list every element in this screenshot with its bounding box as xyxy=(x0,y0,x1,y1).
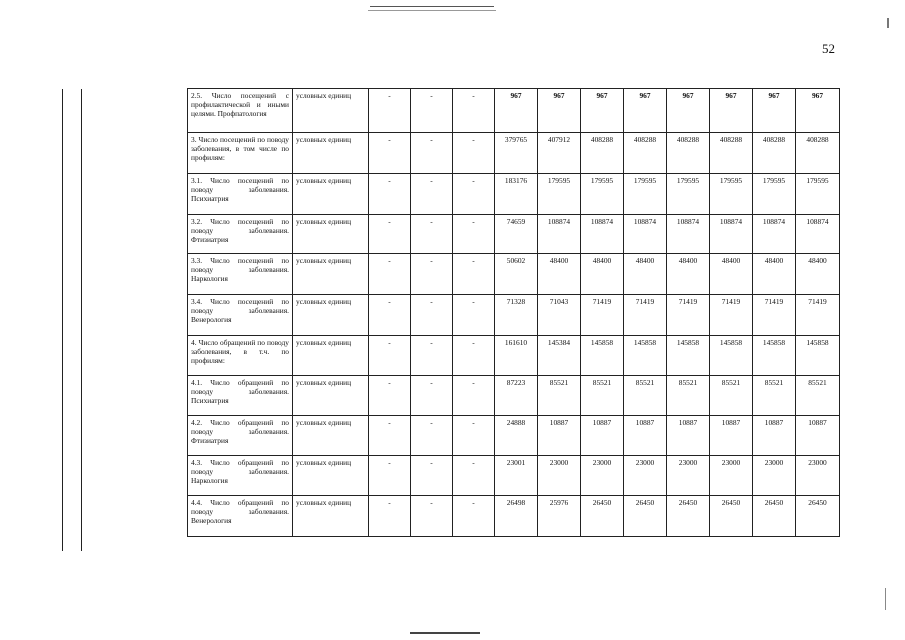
value-cell: 10887 xyxy=(796,416,840,456)
scan-artifact-line xyxy=(410,632,480,634)
value-cell: 408288 xyxy=(753,133,796,174)
empty-value-cell: - xyxy=(369,295,411,336)
value-cell: 23000 xyxy=(710,456,753,496)
value-cell: 179595 xyxy=(538,174,581,215)
value-cell: 10887 xyxy=(538,416,581,456)
empty-value-cell: - xyxy=(453,456,495,496)
value-cell: 26498 xyxy=(495,496,538,537)
value-cell: 48400 xyxy=(624,254,667,295)
value-cell: 10887 xyxy=(710,416,753,456)
unit-cell: условных единиц xyxy=(293,89,369,133)
value-cell: 145858 xyxy=(581,336,624,376)
value-cell: 23000 xyxy=(581,456,624,496)
value-cell: 408288 xyxy=(667,133,710,174)
unit-cell: условных единиц xyxy=(293,376,369,416)
value-cell: 85521 xyxy=(710,376,753,416)
value-cell: 23000 xyxy=(624,456,667,496)
value-cell: 145858 xyxy=(624,336,667,376)
value-cell: 10887 xyxy=(753,416,796,456)
empty-value-cell: - xyxy=(453,215,495,254)
value-cell: 87223 xyxy=(495,376,538,416)
unit-cell: условных единиц xyxy=(293,416,369,456)
value-cell: 408288 xyxy=(796,133,840,174)
value-cell: 48400 xyxy=(753,254,796,295)
empty-value-cell: - xyxy=(453,496,495,537)
value-cell: 108874 xyxy=(624,215,667,254)
value-cell: 108874 xyxy=(667,215,710,254)
unit-cell: условных единиц xyxy=(293,133,369,174)
value-cell: 108874 xyxy=(753,215,796,254)
value-cell: 24888 xyxy=(495,416,538,456)
value-cell: 71419 xyxy=(753,295,796,336)
value-cell: 108874 xyxy=(710,215,753,254)
indicator-name: 2.5. Число посещений с профилактической и иными целями. Профпатология xyxy=(188,89,293,133)
value-cell: 145858 xyxy=(710,336,753,376)
indicator-name: 3.3. Число посещений по поводу заболевания. Наркология xyxy=(188,254,293,295)
value-cell: 71419 xyxy=(624,295,667,336)
table-row xyxy=(188,215,840,254)
empty-value-cell: - xyxy=(369,376,411,416)
empty-value-cell: - xyxy=(411,496,453,537)
value-cell: 85521 xyxy=(753,376,796,416)
value-cell: 967 xyxy=(495,89,538,133)
value-cell: 161610 xyxy=(495,336,538,376)
value-cell: 408288 xyxy=(624,133,667,174)
value-cell: 85521 xyxy=(796,376,840,416)
value-cell: 71419 xyxy=(667,295,710,336)
table-row xyxy=(188,174,840,215)
table-row xyxy=(188,254,840,295)
empty-value-cell: - xyxy=(453,336,495,376)
table-row xyxy=(188,133,840,174)
unit-cell: условных единиц xyxy=(293,496,369,537)
value-cell: 967 xyxy=(753,89,796,133)
value-cell: 967 xyxy=(796,89,840,133)
page-number: 52 xyxy=(822,41,835,56)
value-cell: 48400 xyxy=(796,254,840,295)
value-cell: 145858 xyxy=(753,336,796,376)
value-cell: 183176 xyxy=(495,174,538,215)
empty-value-cell: - xyxy=(453,416,495,456)
table-row xyxy=(188,336,840,376)
value-cell: 26450 xyxy=(753,496,796,537)
value-cell: 26450 xyxy=(710,496,753,537)
value-cell: 26450 xyxy=(624,496,667,537)
value-cell: 71419 xyxy=(710,295,753,336)
value-cell: 48400 xyxy=(538,254,581,295)
value-cell: 85521 xyxy=(667,376,710,416)
value-cell: 379765 xyxy=(495,133,538,174)
empty-value-cell: - xyxy=(453,376,495,416)
value-cell: 71328 xyxy=(495,295,538,336)
value-cell: 179595 xyxy=(581,174,624,215)
table-row xyxy=(188,295,840,336)
table-row xyxy=(188,456,840,496)
value-cell: 967 xyxy=(710,89,753,133)
value-cell: 179595 xyxy=(796,174,840,215)
indicator-name: 4.3. Число обращений по поводу заболевания. Наркология xyxy=(188,456,293,496)
value-cell: 23000 xyxy=(796,456,840,496)
table-row xyxy=(188,416,840,456)
table-left-border xyxy=(62,89,63,551)
empty-value-cell: - xyxy=(453,254,495,295)
value-cell: 179595 xyxy=(624,174,667,215)
value-cell: 48400 xyxy=(667,254,710,295)
unit-cell: условных единиц xyxy=(293,295,369,336)
value-cell: 967 xyxy=(538,89,581,133)
empty-value-cell: - xyxy=(369,496,411,537)
value-cell: 48400 xyxy=(581,254,624,295)
empty-value-cell: - xyxy=(369,416,411,456)
value-cell: 23000 xyxy=(538,456,581,496)
value-cell: 967 xyxy=(624,89,667,133)
empty-value-cell: - xyxy=(411,254,453,295)
empty-value-cell: - xyxy=(411,215,453,254)
value-cell: 10887 xyxy=(624,416,667,456)
empty-value-cell: - xyxy=(411,133,453,174)
unit-cell: условных единиц xyxy=(293,174,369,215)
unit-cell: условных единиц xyxy=(293,215,369,254)
indicator-name: 4.4. Число обращений по поводу заболевания. Венерология xyxy=(188,496,293,537)
empty-value-cell: - xyxy=(369,133,411,174)
empty-value-cell: - xyxy=(369,336,411,376)
value-cell: 23001 xyxy=(495,456,538,496)
value-cell: 145858 xyxy=(667,336,710,376)
value-cell: 23000 xyxy=(667,456,710,496)
empty-value-cell: - xyxy=(369,456,411,496)
value-cell: 967 xyxy=(581,89,624,133)
value-cell: 179595 xyxy=(753,174,796,215)
value-cell: 26450 xyxy=(796,496,840,537)
value-cell: 179595 xyxy=(710,174,753,215)
indicator-name: 3. Число посещений по поводу заболевания, в том числе по профилям: xyxy=(188,133,293,174)
empty-value-cell: - xyxy=(411,89,453,133)
value-cell: 85521 xyxy=(624,376,667,416)
table-row xyxy=(188,376,840,416)
empty-value-cell: - xyxy=(411,336,453,376)
empty-value-cell: - xyxy=(411,174,453,215)
empty-value-cell: - xyxy=(411,376,453,416)
value-cell: 145858 xyxy=(796,336,840,376)
value-cell: 85521 xyxy=(538,376,581,416)
table-left-border xyxy=(81,89,82,551)
empty-value-cell: - xyxy=(411,295,453,336)
value-cell: 179595 xyxy=(667,174,710,215)
value-cell: 74659 xyxy=(495,215,538,254)
indicator-name: 4.1. Число обращений по поводу заболевания. Психиатрия xyxy=(188,376,293,416)
empty-value-cell: - xyxy=(453,89,495,133)
value-cell: 967 xyxy=(667,89,710,133)
empty-value-cell: - xyxy=(453,133,495,174)
value-cell: 71043 xyxy=(538,295,581,336)
value-cell: 108874 xyxy=(581,215,624,254)
value-cell: 407912 xyxy=(538,133,581,174)
value-cell: 48400 xyxy=(710,254,753,295)
unit-cell: условных единиц xyxy=(293,336,369,376)
empty-value-cell: - xyxy=(369,254,411,295)
indicator-name: 3.2. Число посещений по поводу заболевания. Фтизиатрия xyxy=(188,215,293,254)
table-row xyxy=(188,496,840,537)
indicator-name: 4.2. Число обращений по поводу заболевания. Фтизиатрия xyxy=(188,416,293,456)
empty-value-cell: - xyxy=(453,295,495,336)
value-cell: 26450 xyxy=(581,496,624,537)
empty-value-cell: - xyxy=(369,174,411,215)
value-cell: 10887 xyxy=(667,416,710,456)
indicator-name: 3.4. Число посещений по поводу заболевания. Венерология xyxy=(188,295,293,336)
empty-value-cell: - xyxy=(369,89,411,133)
scan-artifact-mark xyxy=(885,588,886,610)
table-body xyxy=(188,89,840,537)
table-row xyxy=(188,89,840,133)
value-cell: 408288 xyxy=(581,133,624,174)
empty-value-cell: - xyxy=(453,174,495,215)
value-cell: 26450 xyxy=(667,496,710,537)
unit-cell: условных единиц xyxy=(293,254,369,295)
value-cell: 10887 xyxy=(581,416,624,456)
indicator-name: 4. Число обращений по поводу заболевания, в т.ч. по профилям: xyxy=(188,336,293,376)
empty-value-cell: - xyxy=(411,456,453,496)
value-cell: 23000 xyxy=(753,456,796,496)
value-cell: 25976 xyxy=(538,496,581,537)
value-cell: 108874 xyxy=(796,215,840,254)
value-cell: 108874 xyxy=(538,215,581,254)
scan-artifact-mark xyxy=(887,18,889,28)
empty-value-cell: - xyxy=(369,215,411,254)
unit-cell: условных единиц xyxy=(293,456,369,496)
value-cell: 85521 xyxy=(581,376,624,416)
value-cell: 71419 xyxy=(581,295,624,336)
empty-value-cell: - xyxy=(411,416,453,456)
indicator-table xyxy=(187,88,840,537)
value-cell: 50602 xyxy=(495,254,538,295)
value-cell: 145384 xyxy=(538,336,581,376)
scan-artifact-line xyxy=(368,10,496,11)
value-cell: 71419 xyxy=(796,295,840,336)
scan-artifact-line xyxy=(370,6,494,7)
value-cell: 408288 xyxy=(710,133,753,174)
indicator-name: 3.1. Число посещений по поводу заболевания. Психиатрия xyxy=(188,174,293,215)
